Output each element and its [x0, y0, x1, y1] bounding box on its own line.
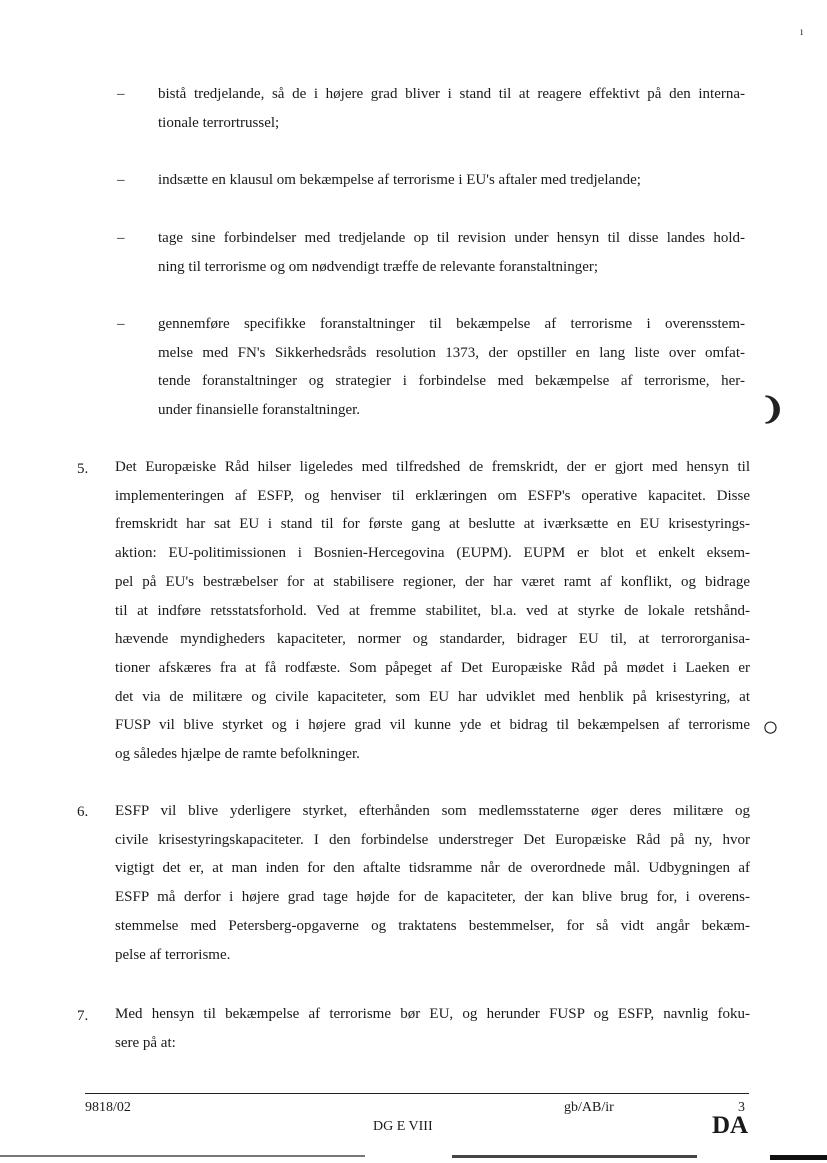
bullet-dash: – — [117, 172, 125, 188]
text-line: pel på EU's bestræbelser for at stabilisere regioner, der har været ramt af konflikt, og bidrage — [115, 573, 750, 590]
text-line: til at indføre retsstatsforhold. Ved at fremme stabilitet, bl.a. ved at styrke de lokale retshånd- — [115, 602, 750, 619]
text-line: det via de militære og civile kapaciteter, som EU har udviklet med henblik på krisestyring, at — [115, 688, 750, 705]
scan-edge-bar — [770, 1155, 827, 1160]
text-line: ning til terrorisme og om nødvendigt træffe de relevante foranstaltninger; — [158, 258, 599, 275]
text-line: ESFP må derfor i højere grad tage højde for de kapaciteter, der kan blive brug for, i overens- — [115, 889, 750, 906]
numbered-paragraph — [115, 453, 750, 769]
language-code: DA — [712, 1112, 749, 1139]
text-line: pelse af terrorisme. — [115, 946, 231, 963]
bullet-dash: – — [117, 230, 125, 246]
text-line: Med hensyn til bekæmpelse af terrorisme bør EU, og herunder FUSP og ESFP, navnlig foku- — [115, 1006, 750, 1022]
footer-rule — [85, 1093, 749, 1094]
text-line: aktion: EU-politimissionen i Bosnien-Hercegovina (EUPM). EUPM er blot et enkelt eksem- — [115, 545, 750, 562]
text-line: tage sine forbindelser med tredjelande op til revision under hensyn til disse landes hold- — [158, 230, 745, 246]
text-line: melse med FN's Sikkerhedsråds resolution 1373, der opstiller en lang liste over omfat- — [158, 344, 745, 361]
text-line: stemmelse med Petersberg-opgaverne og traktatens bestemmelser, for så vidt angår bekæm- — [115, 917, 750, 934]
paragraph-number: 5. — [77, 461, 89, 477]
text-line: fremskridt har sat EU i stand til for første gang at beslutte at iværksætte en EU krisestyrings- — [115, 516, 750, 533]
text-line: FUSP vil blive styrket og i højere grad vil kunne yde et bidrag til bekæmpelsen af terrorisme — [115, 717, 750, 734]
bullet-dash: – — [117, 316, 125, 332]
text-line: vigtigt det er, at man inden for den aftalte tidsramme når de overordnede mål. Udbygningen af — [115, 860, 750, 877]
text-line: civile krisestyringskapaciteter. I den forbindelse understreger Det Europæiske Råd på ny, hvor — [115, 831, 750, 848]
text-line: tionale terrortrussel; — [158, 114, 280, 131]
paragraph-number: 6. — [77, 804, 89, 820]
scan-speck: ı — [800, 24, 804, 38]
punch-hole-mark: ○ — [762, 712, 779, 743]
bullet-item — [158, 166, 745, 195]
text-line: ESFP vil blive yderligere styrket, efterhånden som medlemsstaterne øger deres militære og — [115, 803, 750, 819]
bullet-item — [158, 80, 745, 137]
scan-edge-bar — [0, 1155, 365, 1157]
paragraph-number: 7. — [77, 1008, 89, 1024]
scan-edge-bar — [452, 1155, 697, 1158]
text-line: bistå tredjelande, så de i højere grad bliver i stand til at reagere effektivt på den interna- — [158, 86, 745, 102]
text-line: tioner afskæres fra at få rodfæste. Som påpeget af Det Europæiske Råd på mødet i Laeken er — [115, 659, 750, 676]
directorate: DG E VIII — [373, 1119, 433, 1134]
doc-reference: 9818/02 — [85, 1100, 131, 1115]
numbered-paragraph — [115, 797, 750, 969]
bullet-item — [158, 310, 745, 425]
numbered-paragraph — [115, 1000, 750, 1057]
text-line: Det Europæiske Råd hilser ligeledes med tilfredshed de fremskridt, der er gjort med hensyn til — [115, 459, 750, 475]
page-number: 3 — [738, 1100, 745, 1115]
text-line: implementeringen af ESFP, og henviser til erklæringen om ESFP's operative kapacitet. Disse — [115, 487, 750, 504]
text-line: og således hjælpe de ramte befolkninger. — [115, 746, 360, 763]
text-line: tende foranstaltninger og strategier i forbindelse med bekæmpelse af terrorisme, her- — [158, 373, 745, 390]
bullet-dash: – — [117, 86, 125, 102]
text-line: gennemføre specifikke foranstaltninger til bekæmpelse af terrorisme i overensstem- — [158, 316, 745, 332]
text-line: indsætte en klausul om bekæmpelse af terrorisme i EU's aftaler med tredjelande; — [158, 172, 641, 188]
text-line: hævende myndigheders kapaciteter, normer og standarder, bidrager EU til, at terrororganisa- — [115, 631, 750, 648]
punch-hole-mark: ❩ — [760, 393, 786, 426]
text-line: under finansielle foranstaltninger. — [158, 402, 361, 419]
text-line: sere på at: — [115, 1034, 176, 1051]
author-initials: gb/AB/ir — [564, 1100, 614, 1115]
bullet-item — [158, 224, 745, 281]
